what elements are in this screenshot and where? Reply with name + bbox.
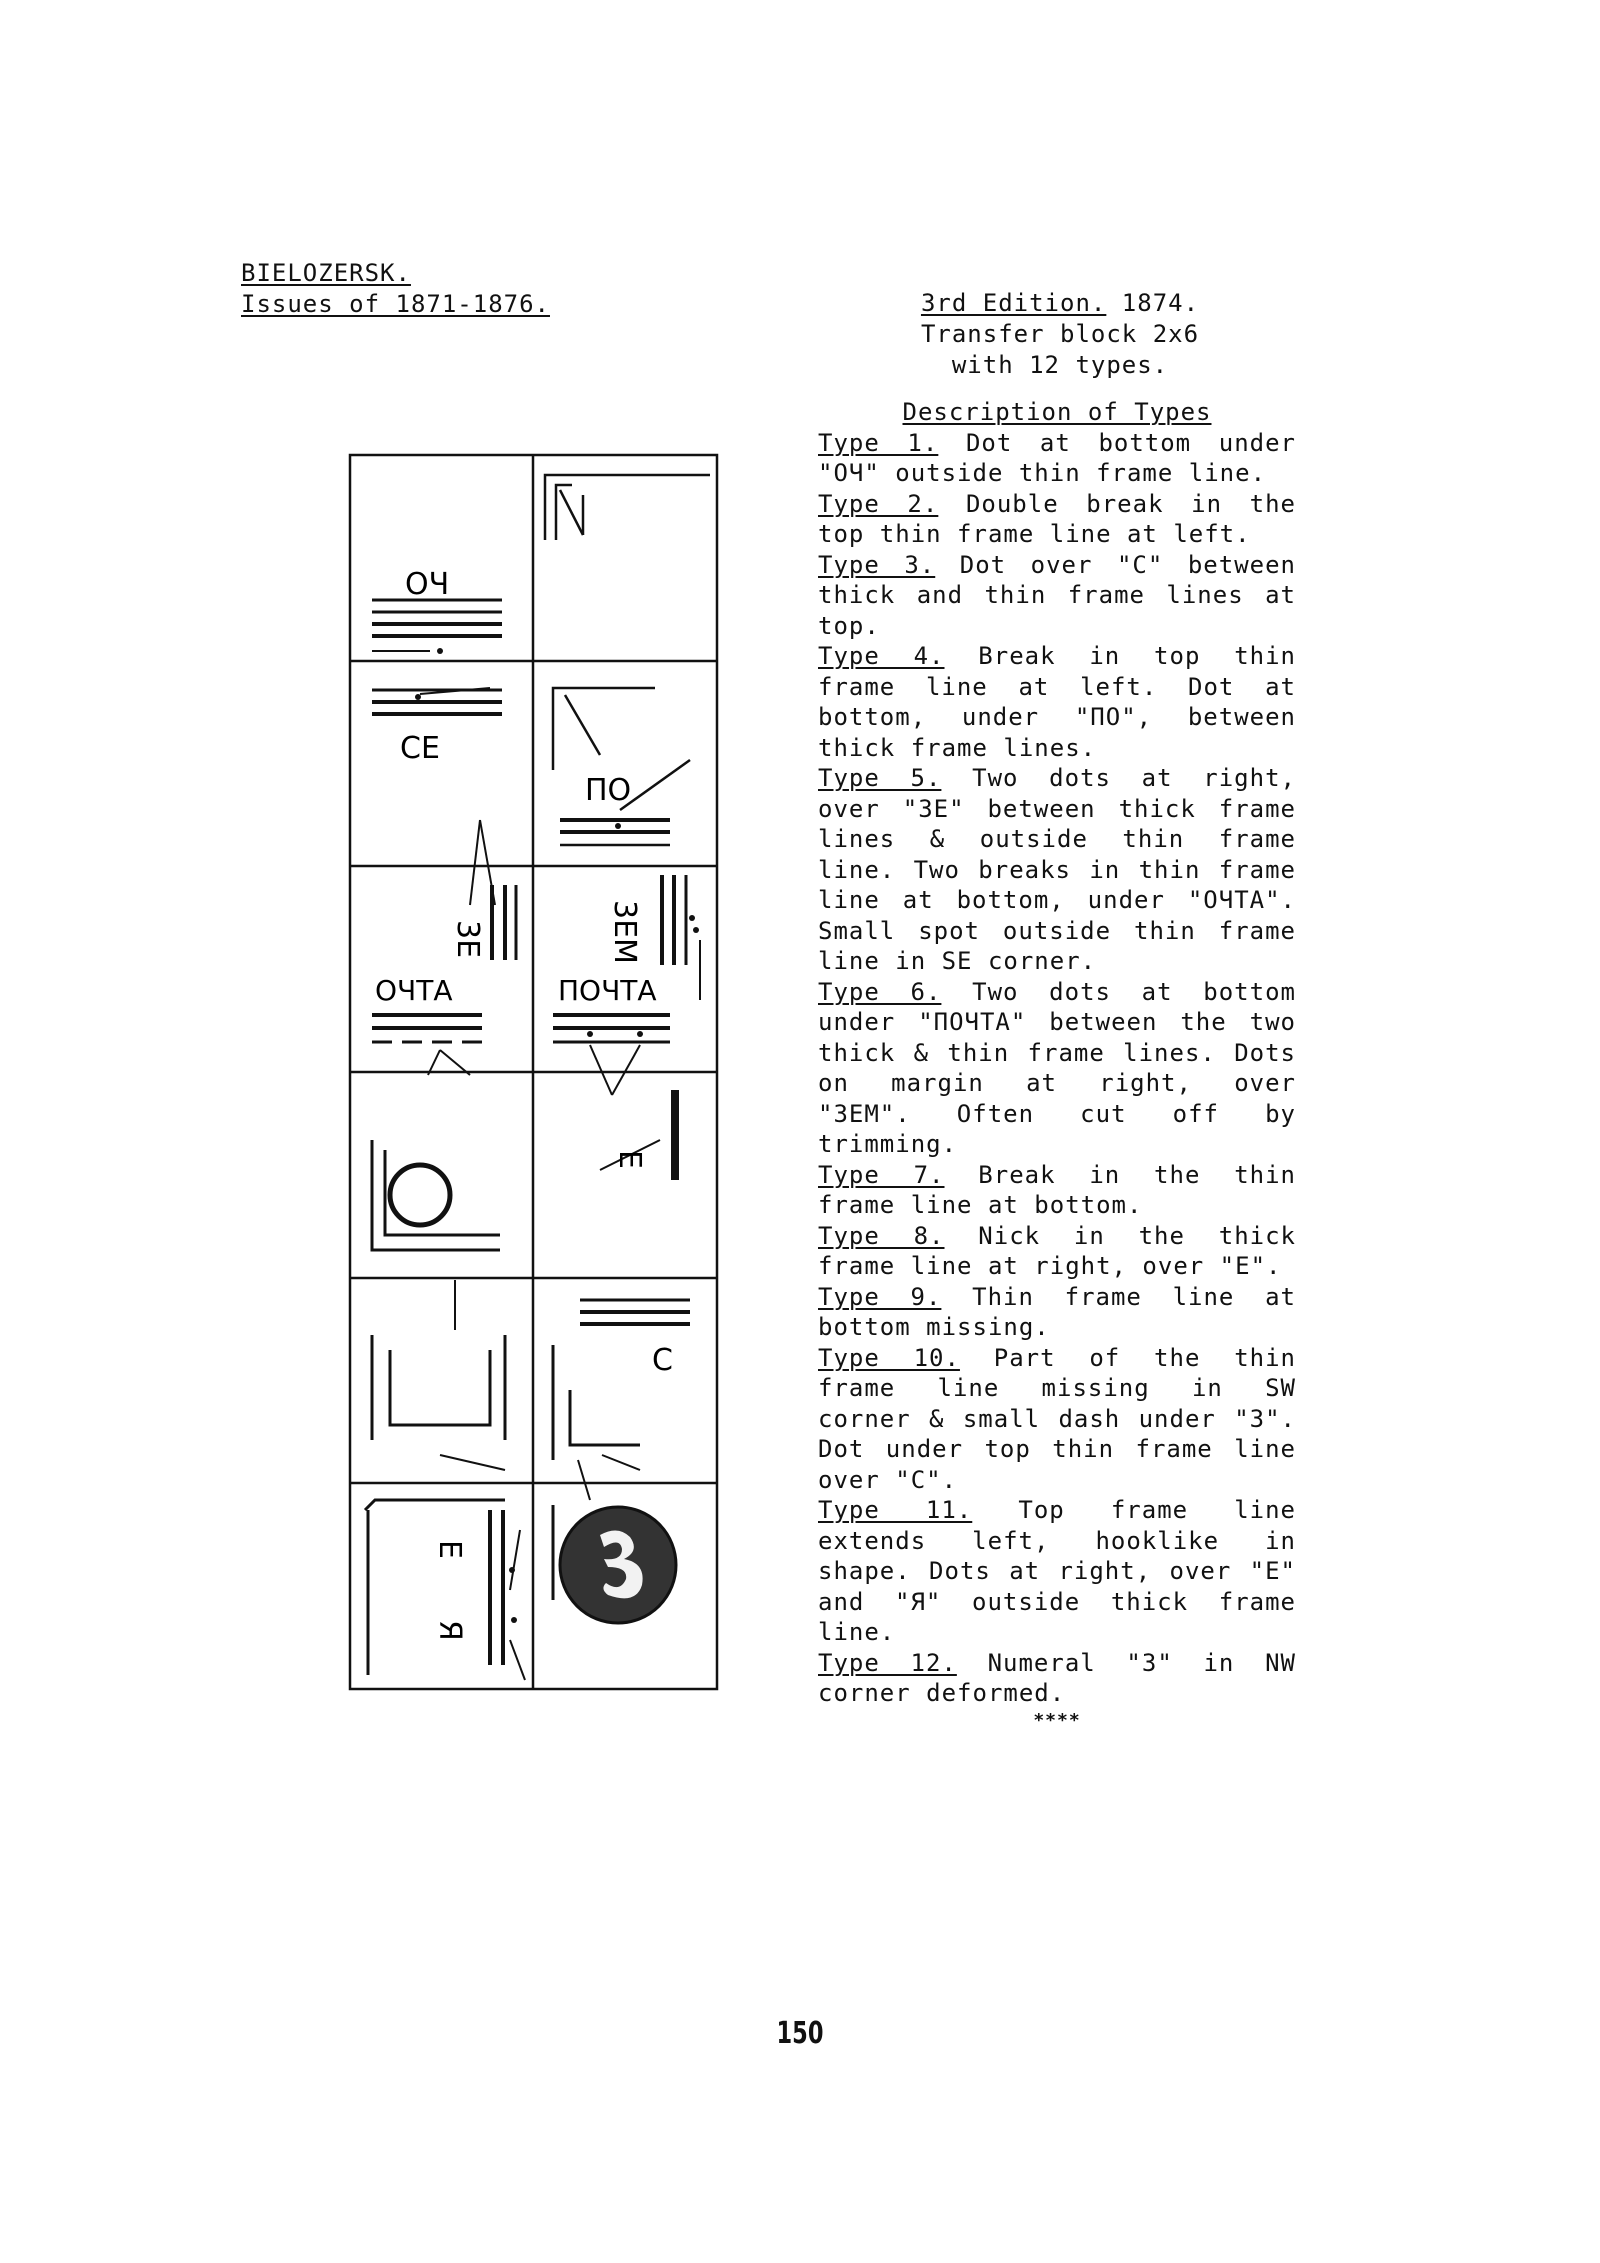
page-number: 150: [776, 2016, 824, 2051]
type-text: Double break in the top thin frame line at left.: [818, 489, 1296, 548]
cell-label: ОЧТА: [375, 974, 453, 1007]
type-label: Type 3.: [818, 550, 936, 579]
type-label: Type 11.: [818, 1496, 973, 1524]
type-label: Type 9.: [818, 1282, 942, 1311]
edition-line-2: Transfer block 2x6: [920, 320, 1200, 348]
header-place: BIELOZERSK.: [241, 259, 411, 287]
type-text: Two dots at right, over "3E" between thick frame lines & outside thin frame line. Two breaks in thin frame line at bottom, under "ОЧТА". Small spot outside thin frame line in SE corner.: [818, 764, 1296, 975]
type-text: Thin frame line at bottom missing.: [818, 1282, 1296, 1341]
edition-year: 1874.: [1121, 289, 1200, 317]
type-text: Nick in the thick frame line at right, over "E".: [818, 1221, 1296, 1280]
edition-title: 3rd Edition.: [920, 289, 1107, 317]
type-label: Type 2.: [818, 489, 939, 518]
type-text: Numeral "3" in NW corner deformed.: [818, 1648, 1296, 1707]
cell-label: ОЧ: [405, 567, 450, 602]
cell-label: CE: [400, 731, 440, 766]
cell-label: 3EM: [607, 900, 642, 964]
type-text: Two dots at bottom under "ПОЧТА" between the two thick & thin frame lines. Dots on margin at right, over "3EM". Often cut off by trimming.: [818, 977, 1296, 1158]
type-label: Type 4.: [818, 642, 945, 670]
end-mark: ****: [1033, 1709, 1081, 1731]
numeral-disc-illustration: [553, 1505, 676, 1623]
cell-label: 3E: [450, 920, 485, 959]
type-label: Type 7.: [818, 1160, 945, 1189]
type-text: Break in top thin frame line at left. Dot at bottom, under "ПО", between thick frame lines.: [818, 642, 1296, 762]
cell-label: C: [652, 1343, 673, 1378]
description-title: Description of Types: [902, 398, 1212, 426]
header-issues: Issues of 1871-1876.: [241, 290, 550, 318]
type-label: Type 6.: [818, 977, 942, 1006]
edition-line-3: with 12 types.: [951, 351, 1169, 379]
type-text: Break in the thin frame line at bottom.: [818, 1160, 1296, 1219]
cell-label: E: [612, 1150, 647, 1169]
type-text: Part of the thin frame line missing in SW corner & small dash under "3". Dot under top thin frame line over "C".: [818, 1343, 1297, 1494]
type-label: Type 12.: [818, 1648, 957, 1677]
type-label: Type 8.: [818, 1221, 945, 1250]
type-text: Top frame line extends left, hooklike in shape. Dots at right, over "E" and "Я" outside thick frame line.: [818, 1496, 1296, 1646]
type-label: Type 1.: [818, 428, 939, 457]
type-label: Type 10.: [818, 1343, 960, 1372]
cell-label: Я: [432, 1620, 467, 1641]
type-text: Dot over "C" between thick and thin frame lines at top.: [818, 550, 1296, 640]
type-label: Type 5.: [818, 764, 942, 792]
cell-label: E: [432, 1540, 467, 1559]
cell-label: ПО: [585, 773, 632, 808]
type-text: Dot at bottom under "ОЧ" outside thin frame line.: [818, 428, 1296, 487]
cell-label: ПОЧТА: [558, 974, 657, 1007]
